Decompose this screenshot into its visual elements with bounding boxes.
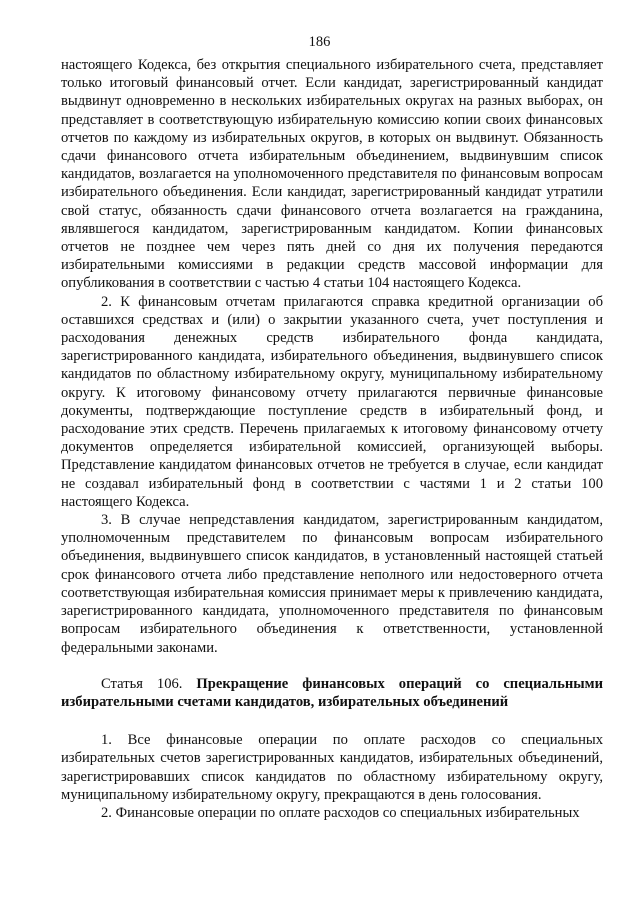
article-title: Прекращение финансовых операций со специальными избирательными счетами кандидатов, избирательных объединений bbox=[61, 675, 603, 710]
paragraph-3: 3. В случае непредставления кандидатом, зарегистрированным кандидатом, уполномоченным представителем по финансовым вопросам избирательного объединения, выдвинувшего список кандидатов, в установленный настоящей статьей срок финансового отчета либо представление неполного или недостоверного отчета соответствующая избирательная комиссия принимает меры к привлечению кандидата, зарегистрированного кандидата, уполномоченного представителя по финансовым вопросам избирательного объединения к ответственности, установленной федеральными законами. bbox=[61, 512, 603, 656]
article-paragraph-1: 1. Все финансовые операции по оплате расходов со специальных избирательных счетов зарегистрированных кандидатов, избирательных объединений, зарегистрировавших список кандидатов по областному избирательному округу, муниципальному избирательному округу, прекращаются в день голосования. bbox=[61, 732, 603, 803]
page-number: 186 bbox=[308, 34, 331, 50]
article-heading bbox=[61, 675, 603, 711]
paragraph-2: 2. К финансовым отчетам прилагаются справка кредитной организации об оставшихся средствах и (или) о закрытии указанного счета, учет поступления и расходования денежных средств избирательного фонда кандидата, зарегистрированного кандидата, избирательного объединения, выдвинувшего список кандидатов по областному избирательному округу, муниципальному избирательному округу. К итоговому финансовому отчету прилагаются первичные финансовые документы, подтверждающие поступление средств в избирательный фонд, и расходование этих средств. Перечень прилагаемых к итоговому финансовому отчету документов определяется избирательной комиссией, организующей выборы. Представление кандидатом финансовых отчетов не требуется в случае, если кандидат не создавал избирательный фонд в соответствии с частями 1 и 2 статьи 100 настоящего Кодекса. bbox=[61, 293, 603, 510]
document-body bbox=[61, 56, 603, 822]
article-number: Статья 106. bbox=[101, 675, 183, 692]
paragraph-continuation: настоящего Кодекса, без открытия специального избирательного счета, представляет только итоговый финансовый отчет. Если кандидат, зарегистрированный кандидат выдвинут одновременно в нескольких избирательных округах на разных выборах, он представляет в соответствующую избирательную комиссию копии своих финансовых отчетов по каждому из избирательных округов, в которых он выдвинут. Обязанность сдачи финансового отчета избирательным объединением, выдвинувшим список кандидатов, возлагается на уполномоченного представителя по финансовым вопросам избирательного объединения. Если кандидат, зарегистрированный кандидат утратили свой статус, обязанность сдачи финансового отчета возлагается на гражданина, являвшегося кандидатом, зарегистрированным кандидатом. Копии финансовых отчетов не позднее чем через пять дней со дня их получения передаются избирательными комиссиями в редакции средств массовой информации для опубликования в соответствии с частью 4 статьи 104 настоящего Кодекса. bbox=[61, 57, 603, 292]
article-paragraph-2: 2. Финансовые операции по оплате расходов со специальных избирательных bbox=[101, 804, 580, 821]
